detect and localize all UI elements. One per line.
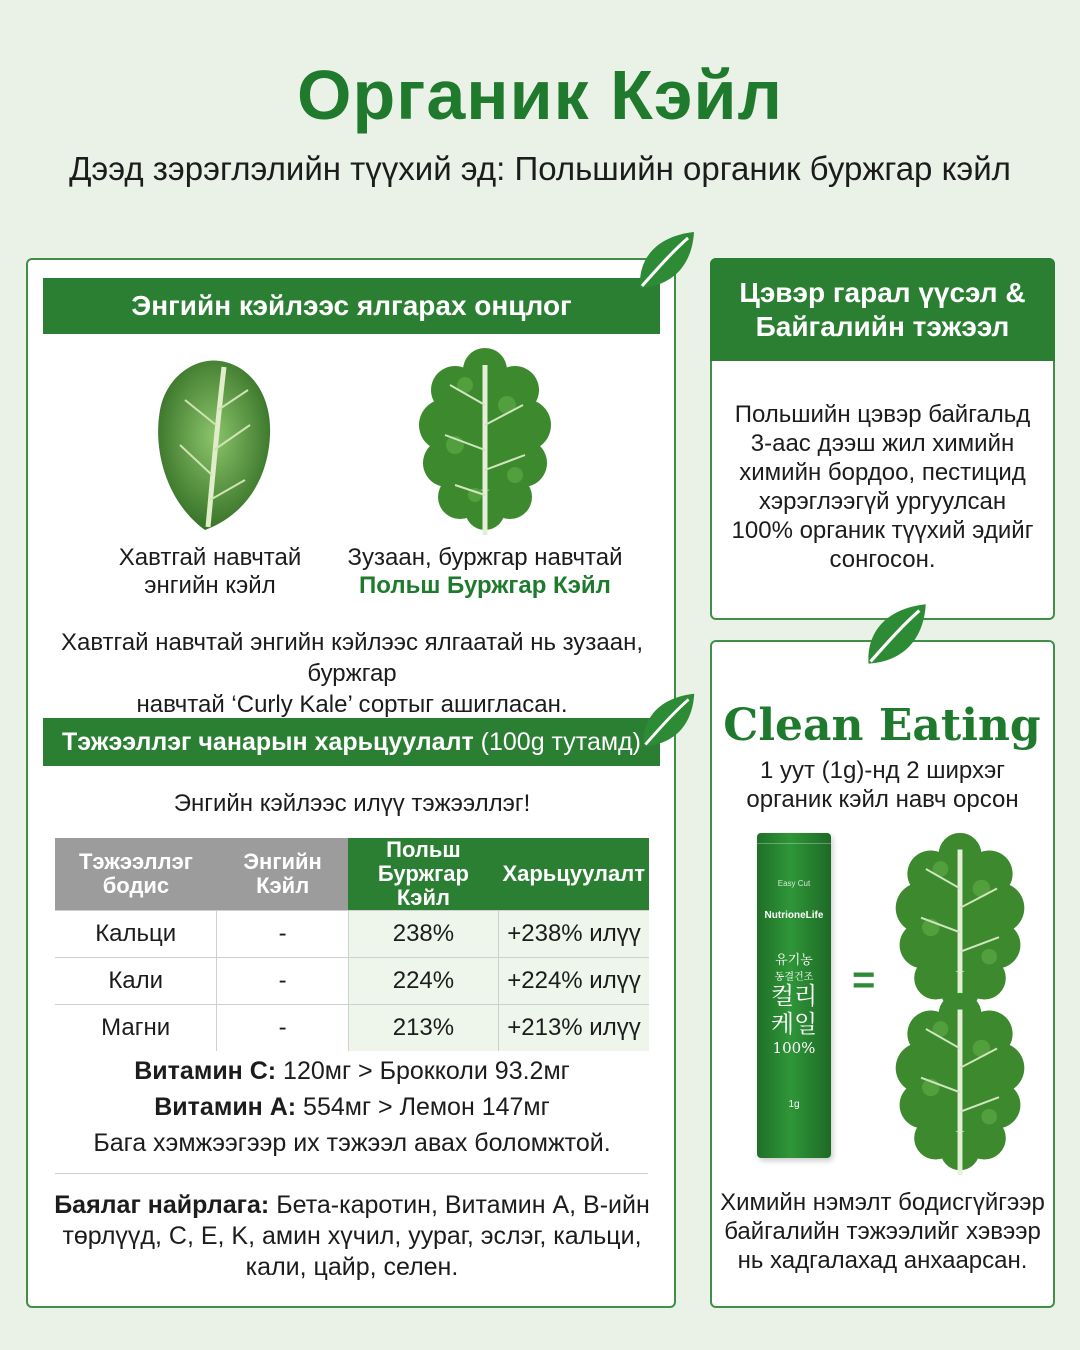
table-row: [55, 958, 649, 1005]
clean-eating-heading: Clean Eating: [723, 700, 1041, 751]
stick-small-label: Easy Cut: [777, 879, 811, 888]
curly-kale-image: [890, 990, 1030, 1180]
header-polish-kale: Польш Буржгар Кэйл: [348, 838, 498, 911]
cell-polish: 224%: [348, 958, 498, 1005]
vitamin-a-line: Витамин А: 554мг > Лемон 147мг: [154, 1093, 550, 1121]
section-banner-origin: [710, 258, 1055, 361]
leaf-icon: [632, 228, 698, 294]
section-title-unit: (100g тутамд): [480, 728, 641, 756]
section-banner-nutrition: [43, 718, 660, 766]
leaf-icon: [636, 690, 698, 752]
stick-korean-1: 유기농: [775, 952, 813, 967]
cell-polish: 238%: [348, 911, 498, 958]
stick-weight: 1g: [788, 1099, 800, 1110]
nutrition-comparison-table: [55, 838, 649, 1051]
origin-description: Польшийн цэвэр байгальд 3-аас дээш жил химийн химийн бордоо, пестицид хэрэглээгүй ургуулсан 100% органик түүхий эдийг сонгосон.: [731, 401, 1034, 573]
section-title-features: Энгийн кэйлээс ялгарах онцлог: [131, 290, 572, 321]
page-subtitle: Дээд зэрэглэлийн түүхий эд: Польшийн органик буржгар кэйл: [69, 150, 1011, 187]
page-title: Органик Кэйл: [297, 56, 783, 134]
header-comparison: Харьцуулалт: [498, 838, 649, 911]
stick-korean-2: 동결건조: [774, 972, 814, 983]
table-row: [55, 1005, 649, 1052]
section-banner-features: [43, 278, 660, 334]
cell-comparison: +238% илүү: [498, 911, 649, 958]
cell-nutrient: Кальци: [55, 911, 217, 958]
vitamin-c-line: Витамин С: 120мг > Брокколи 93.2мг: [134, 1057, 570, 1085]
section-title-nutrition: Тэжээллэг чанарын харьцуулалт: [62, 728, 474, 756]
stick-korean-4: 케일: [770, 1011, 818, 1038]
table-header-row: [55, 838, 649, 911]
stick-top-seal: [757, 833, 831, 844]
header-regular-kale: Энгийн Кэйл: [217, 838, 349, 911]
stick-brand: NutrioneLife: [764, 910, 824, 921]
header-nutrient: Тэжээллэг бодис: [55, 838, 217, 911]
cell-regular: -: [217, 958, 349, 1005]
kale-description: Хавтгай навчтай энгийн кэйлээс ялгаатай нь зузаан, буржгар навчтай ‘Curly Kale’ сортыг ашигласан.: [60, 629, 644, 718]
leaf-icon: [860, 600, 930, 670]
equals-sign: =: [852, 958, 876, 1002]
flat-kale-image: [150, 355, 280, 535]
table-row: [55, 911, 649, 958]
cell-polish: 213%: [348, 1005, 498, 1052]
curly-kale-image: [415, 345, 555, 540]
stick-korean-3: 컬리: [770, 983, 818, 1010]
comparison-intro: Энгийн кэйлээс илүү тэжээллэг!: [173, 790, 531, 817]
cell-comparison: +224% илүү: [498, 958, 649, 1005]
kale-stick-pack: [757, 833, 831, 1158]
cell-regular: -: [217, 911, 349, 958]
clean-eating-subtext: 1 уут (1g)-нд 2 ширхэг органик кэйл навч орсон: [746, 757, 1019, 813]
origin-title-line2: Байгалийн тэжээл: [755, 311, 1010, 342]
origin-title-line1: Цэвэр гарал үүсэл &: [739, 277, 1026, 308]
divider: [55, 1173, 648, 1174]
vitamin-note: Бага хэмжээгээр их тэжээл авах боломжтой.: [93, 1129, 611, 1157]
curly-kale-caption: Зузаан, буржгар навчтай Польш Буржгар Кэйл: [347, 544, 623, 599]
stick-percent: 100%: [772, 1039, 816, 1057]
vitamin-info: [40, 1053, 664, 1161]
cell-nutrient: Магни: [55, 1005, 217, 1052]
cell-nutrient: Кали: [55, 958, 217, 1005]
flat-kale-caption: Хавтгай навчтай энгийн кэйл: [118, 544, 302, 599]
cell-regular: -: [217, 1005, 349, 1052]
clean-eating-footer: Химийн нэмэлт бодисгүйгээр байгалийн тэжээлийг хэвээр нь хадгалахад анхаарсан.: [720, 1189, 1045, 1274]
cell-comparison: +213% илүү: [498, 1005, 649, 1052]
ingredients-info: Баялаг найрлага: Бета-каротин, Витамин A, B-ийн төрлүүд, C, E, K, амин хүчил, уураг, эслэг, кальци, кали, цайр, селен.: [54, 1191, 650, 1281]
